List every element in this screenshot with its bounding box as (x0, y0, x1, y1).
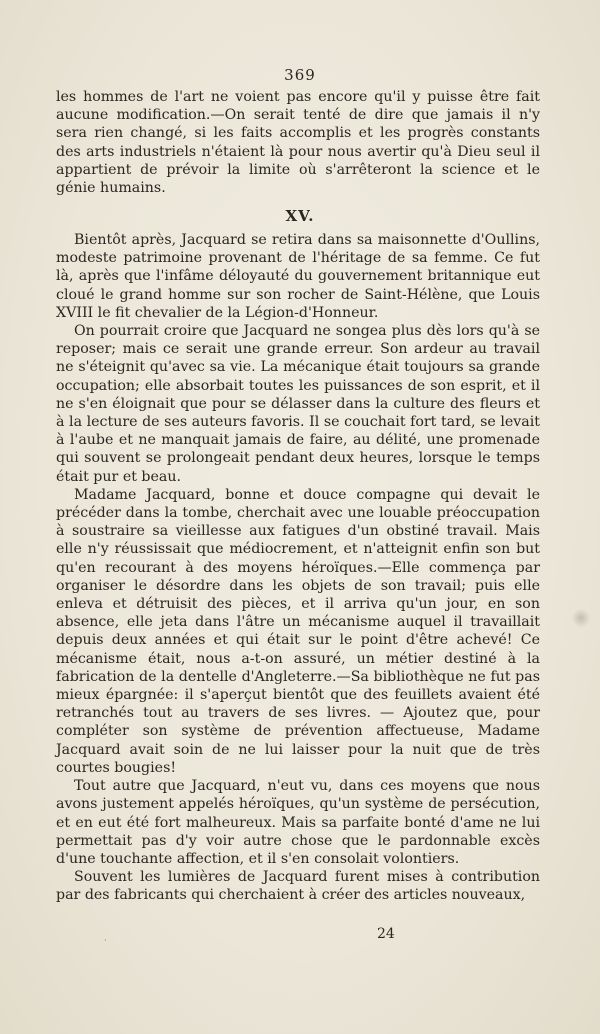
paragraph-madame-jacquard: Madame Jacquard, bonne et douce compagne qui devait le précéder dans la tombe, cherchait avec une louable préoccupation à soustraire sa vieillesse aux fatigues d'un obstiné travail. Mais elle n'y réussissait que médiocrement, et n'atteignit enfin son but qu'en recourant à des moyens héroïques.—Elle commença par organiser le désordre dans les objets de son travail; puis elle enleva et détruisit des pièces, et il arriva qu'un jour, en son absence, elle jeta dans l'âtre un mécanisme auquel il travaillait depuis deux années et qui était sur le point d'être achevé! Ce mécanisme était, nous a-t-on assuré, un métier destiné à la fabrication de la dentelle d'Angleterre.—Sa bibliothèque ne fut pas mieux épargnée: il s'aperçut bientôt que des feuillets avaient été retranchés tout au travers de ses livres. — Ajoutez que, pour compléter son système de prévention affectueuse, Madame Jacquard avait soin de ne lui laisser pour la nuit que de très courtes bougies! (56, 486, 540, 776)
section-body (56, 231, 540, 905)
paragraph-work-habits: On pourrait croire que Jacquard ne songea plus dès lors qu'à se reposer; mais ce serait une grande erreur. Son ardeur au travail ne s'éteignit qu'avec sa vie. La mécanique était toujours sa grande occupation; elle absorbait toutes les puissances de son esprit, et il ne s'en éloignait que pour se délasser dans la culture des fleurs et à la lecture de ses auteurs favoris. Il se couchait fort tard, se levait à l'aube et ne manquait jamais de faire, au délité, une promenade qui souvent se prolongeait pendant deux heures, lorsque le temps était pur et beau. (56, 323, 540, 485)
paragraph-text: les hommes de l'art ne voient pas encore qu'il y puisse être fait aucune modification.—On serait tenté de dire que jamais il n'y sera rien changé, si les faits accomplis et les progrès constants des arts industriels n'étaient là pour nous avertir qu'à Dieu seul il appartient de prévoir la limite où s'arrêteront la science et le génie humains. (56, 89, 540, 197)
margin-tick-mark: · (104, 936, 107, 946)
paragraph-heroic-means: Tout autre que Jacquard, n'eut vu, dans ces moyens que nous avons justement appelés héroïques, qu'un système de persécution, et en eut été fort malheureux. Mais sa parfaite bonté d'ame ne lui permettait pas d'y voir autre chose que le pardonnable excès d'une touchante affection, et il s'en consolait volontiers. (56, 778, 540, 867)
paper-speck (572, 608, 590, 628)
paragraph-manufacturers: Souvent les lumières de Jacquard furent mises à contribution par des fabricants qui cherchaient à créer des articles nouveaux, (56, 869, 540, 904)
paragraph-retirement: Bientôt après, Jacquard se retira dans sa maisonnette d'Oullins, modeste patrimoine provenant de l'héritage de sa femme. Ce fut là, après que l'infâme déloyauté du gouvernement britannique eut cloué le grand homme sur son rocher de Saint-Hélène, que Louis XVIII le fit chevalier de la Légion-d'Honneur. (56, 232, 540, 321)
signature-mark: 24 (377, 926, 395, 942)
page-number: 369 (284, 66, 316, 84)
continued-paragraph (56, 88, 540, 197)
section-heading: XV. (285, 207, 315, 225)
